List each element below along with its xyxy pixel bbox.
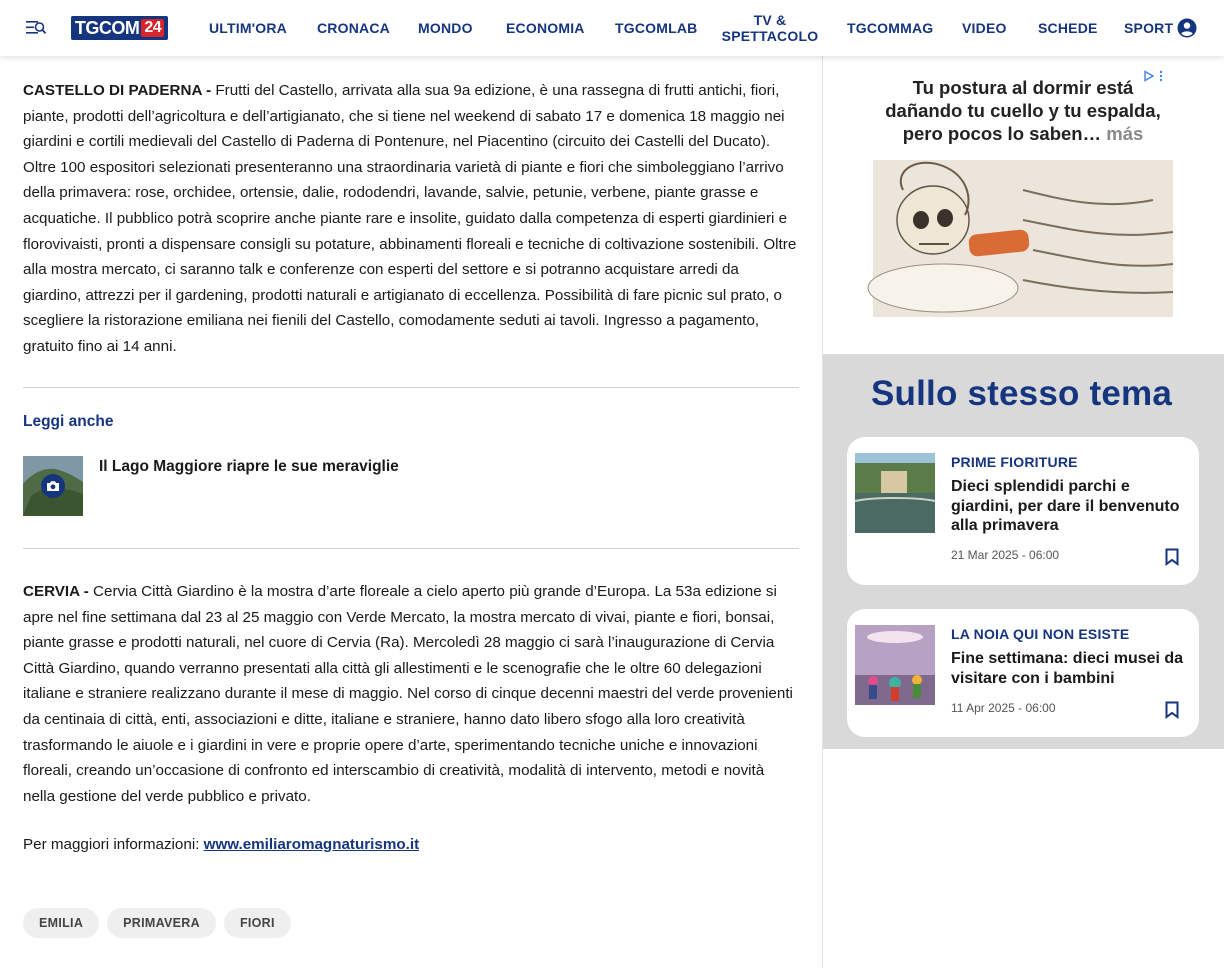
nav-overflow-clip xyxy=(1124,0,1174,56)
nav-video[interactable]: VIDEO xyxy=(962,20,1007,36)
tgcom24-logo[interactable] xyxy=(71,16,168,40)
info-line xyxy=(23,836,419,853)
read-also-thumbnail xyxy=(23,456,83,516)
bookmark-icon[interactable] xyxy=(1165,701,1179,719)
menu-search-icon[interactable] xyxy=(24,17,48,39)
nav-tv-spettacolo[interactable]: TV & SPETTACOLO xyxy=(721,12,819,44)
nav-tgcomlab[interactable]: TGCOMLAB xyxy=(615,20,698,36)
paragraph-paderna xyxy=(23,78,799,360)
card-thumbnail xyxy=(855,453,935,533)
ad-more-link[interactable]: más xyxy=(1106,123,1144,144)
tag-emilia[interactable]: EMILIA xyxy=(23,908,99,938)
card-date: 21 Mar 2025 - 06:00 xyxy=(951,548,1060,562)
advertisement[interactable] xyxy=(873,68,1173,317)
user-account-icon[interactable] xyxy=(1177,18,1197,38)
nav-sport[interactable]: SPORT xyxy=(1124,20,1174,36)
divider xyxy=(23,548,799,549)
card-thumbnail xyxy=(855,625,935,705)
paragraph-lead: CASTELLO DI PADERNA - xyxy=(23,82,212,99)
card-title: Fine settimana: dieci musei da visitare con i bambini xyxy=(951,650,1184,687)
logo-number: 24 xyxy=(141,19,164,37)
related-section xyxy=(823,354,1224,749)
card-kicker: PRIME FIORITURE xyxy=(951,454,1078,470)
read-also-label: Leggi anche xyxy=(23,413,114,430)
nav-mondo[interactable]: MONDO xyxy=(418,20,473,36)
related-card[interactable] xyxy=(847,609,1199,737)
paragraph-cervia xyxy=(23,579,799,809)
paragraph-lead: CERVIA - xyxy=(23,583,89,600)
nav-schede[interactable]: SCHEDE xyxy=(1038,20,1098,36)
tag-fiori[interactable]: FIORI xyxy=(224,908,291,938)
top-navigation-bar xyxy=(0,0,1224,56)
related-card[interactable] xyxy=(847,437,1199,585)
divider xyxy=(23,387,799,388)
card-title: Dieci splendidi parchi e giardini, per dare il benvenuto alla primavera xyxy=(951,478,1180,534)
nav-tgcommag[interactable]: TGCOMMAG xyxy=(847,20,934,36)
card-kicker: LA NOIA QUI NON ESISTE xyxy=(951,626,1130,642)
read-also-title: Il Lago Maggiore riapre le sue meraviglie xyxy=(99,458,399,475)
paragraph-text: Frutti del Castello, arrivata alla sua 9a edizione, è una rassegna di frutti antichi, fiori, piante, prodotti dell’agricoltura e dell’artigianato, che si tiene nel weekend di sabato 17 e domenica 18 maggio nei giardini e cortili medievali del Castello di Paderna di Pontenure, nel Piacentino (circuito dei Castelli del Ducato). Oltre 100 espositori selezionati presenteranno una straordinaria varietà di piante e fiori che simboleggiano l’arrivo della primavera: rose, orchidee, ortensie, dalie, rododendri, lavande, salvie, petunie, verbene, piante grasse e acquatiche. Il pubblico potrà scoprire anche piante rare e insolite, guidato dalla competenza di esperti giardinieri e florovivaisti, pronti a dispensare consigli su potature, abbinamenti floreali e tecniche di coltivazione sostenibili. Oltre alla mostra mercato, ci saranno talk e conferenze con esperti del settore e si potranno acquistare arredi da giardino, attrezzi per il gardening, prodotti naturali e artigianato di eccellenza. Possibilità di fare picnic sul prato, o scegliere la ristorazione emiliana nei fienili del Castello, comodamente seduti ai tavoli. Ingresso a pagamento, gratuito fino ai 14 anni. xyxy=(23,82,797,355)
ad-headline: Tu postura al dormir está dañando tu cuello y tu espalda, pero pocos lo saben… xyxy=(885,77,1161,144)
nav-economia[interactable]: ECONOMIA xyxy=(506,20,585,36)
read-also-link[interactable] xyxy=(23,456,399,516)
paragraph-text: Cervia Città Giardino è la mostra d’arte floreale a cielo aperto più grande d’Europa. La 53a edizione si apre nel fine settimana dal 23 al 25 maggio con Verde Mercato, la mostra mercato di vivai, piante e fiori, bonsai, piante grasse e prodotti naturali, nel cuore di Cervia (Ra). Mercoledì 28 maggio ci sarà l’inaugurazione di Cervia Città Giardino, quando verranno presentati alla città gli allestimenti e le scenografie che le oltre 60 delegazioni italiane e straniere realizzano durante il mese di maggio. Nel corso di cinque decenni maestri del verde provenienti da centinaia di città, enti, associazioni e ditte, italiane e straniere, hanno dato libero sfogo alla loro creatività trasformando le aiuole e i giardini in vere e proprie opere d’arte, sperimentando tecniche uniche e innovazioni floreali, creando un’occasione di confronto ed interscambio di creatività, modalità di intervento, metodi e novità nella gestione del verde pubblico e privato. xyxy=(23,583,793,805)
logo-text: TGCOM xyxy=(74,17,140,38)
nav-cronaca[interactable]: CRONACA xyxy=(317,20,390,36)
tag-list xyxy=(23,908,291,938)
ad-image xyxy=(873,160,1173,317)
related-title: Sullo stesso tema xyxy=(871,374,1173,413)
ad-text xyxy=(873,76,1173,145)
tag-primavera[interactable]: PRIMAVERA xyxy=(107,908,216,938)
camera-icon xyxy=(41,474,65,498)
ad-choices-icon[interactable] xyxy=(1143,70,1163,82)
card-date: 11 Apr 2025 - 06:00 xyxy=(951,701,1056,715)
nav-ultimora[interactable]: ULTIM'ORA xyxy=(209,20,287,36)
info-link[interactable]: www.emiliaromagnaturismo.it xyxy=(203,836,420,853)
bookmark-icon[interactable] xyxy=(1165,548,1179,566)
info-prefix: Per maggiori informazioni: xyxy=(23,836,204,853)
